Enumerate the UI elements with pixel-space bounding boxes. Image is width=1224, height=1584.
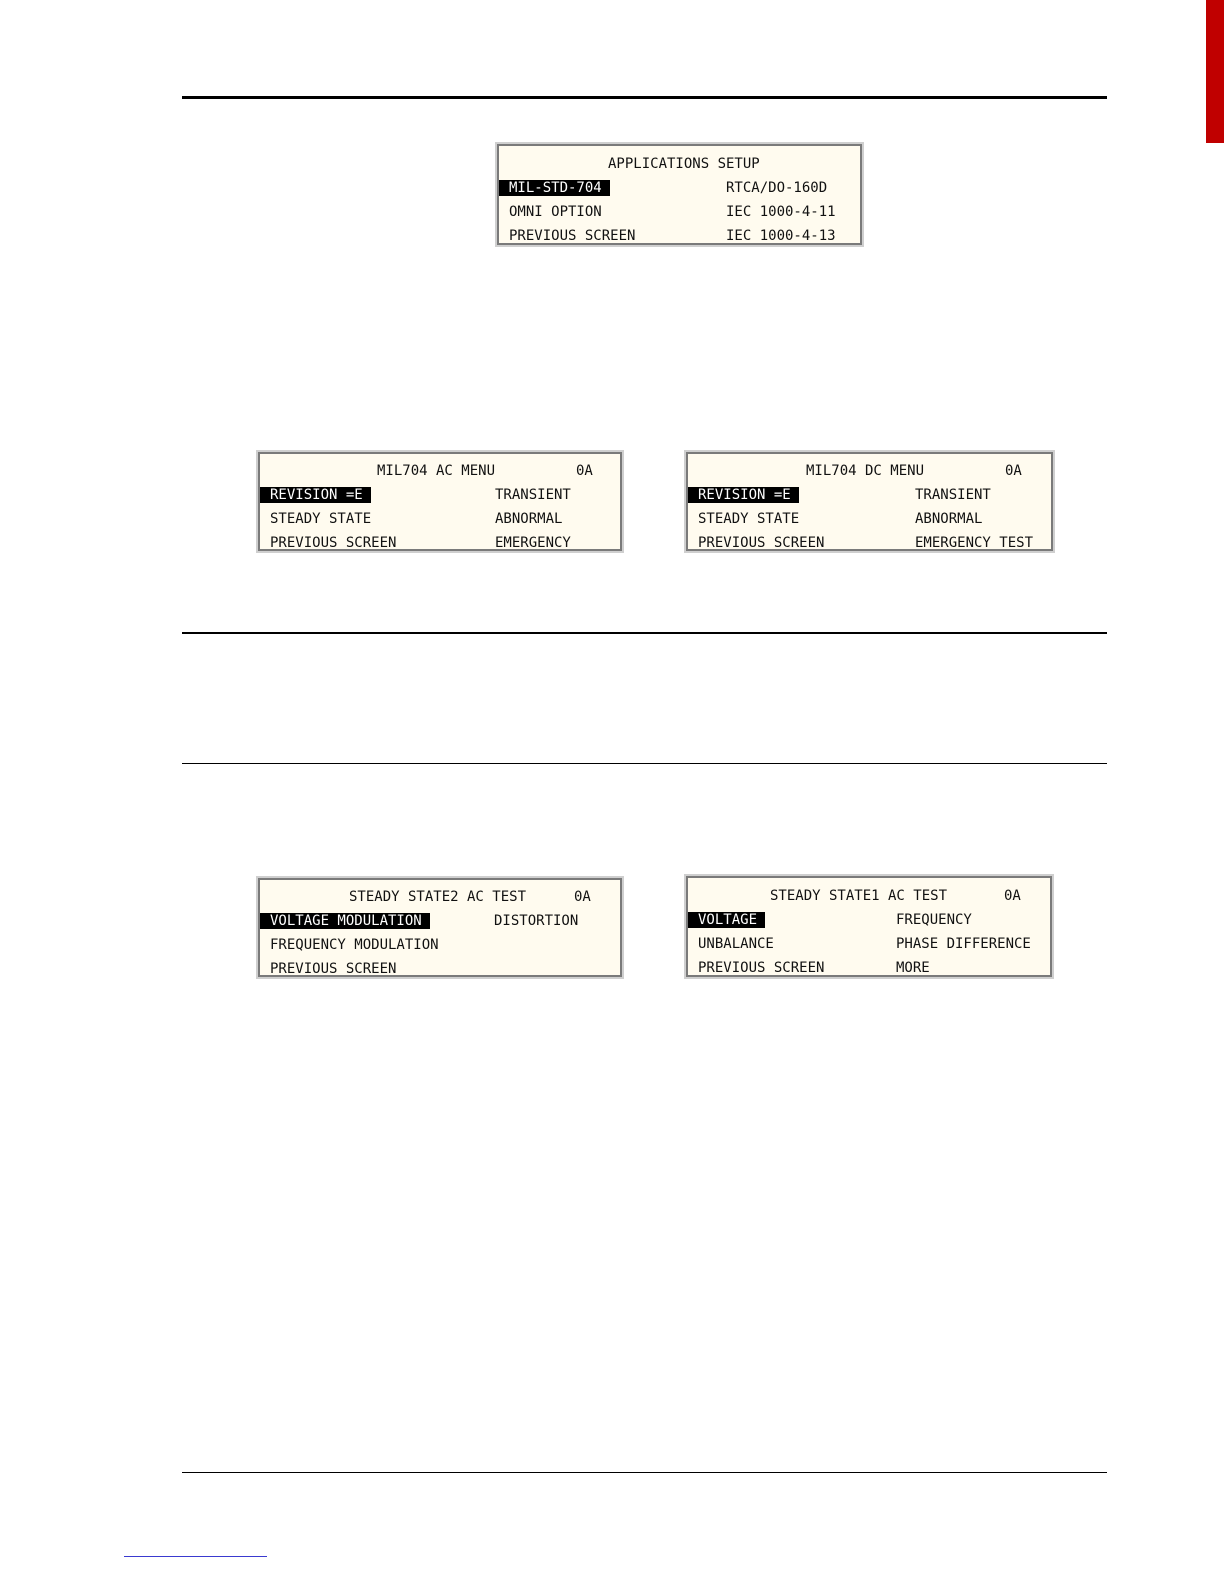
menu-item-revision[interactable]: REVISION =E: [260, 487, 371, 503]
menu-item-rtca-do-160d[interactable]: RTCA/DO-160D: [726, 180, 828, 196]
menu-item-frequency-modulation[interactable]: FREQUENCY MODULATION: [270, 937, 439, 953]
status-indicator: 0A: [1004, 888, 1021, 904]
lcd-mil704-ac-menu: [258, 452, 622, 551]
menu-item-iec-1000-4-13[interactable]: IEC 1000-4-13: [726, 228, 836, 244]
lcd-mil704-dc-menu: [686, 452, 1053, 551]
side-tab: [1206, 0, 1224, 143]
section-rule-top: [182, 632, 1107, 634]
lcd-applications-setup: [497, 144, 862, 245]
status-indicator: 0A: [574, 889, 591, 905]
status-indicator: 0A: [576, 463, 593, 479]
menu-item-steady-state[interactable]: STEADY STATE: [698, 511, 800, 527]
menu-item-transient[interactable]: TRANSIENT: [495, 487, 571, 503]
menu-item-mil-std-704[interactable]: MIL-STD-704: [499, 180, 610, 196]
screen-title: MIL704 AC MENU: [377, 463, 496, 479]
menu-item-emergency[interactable]: EMERGENCY: [495, 535, 571, 551]
menu-item-iec-1000-4-11[interactable]: IEC 1000-4-11: [726, 204, 836, 220]
menu-item-distortion[interactable]: DISTORTION: [494, 913, 579, 929]
menu-item-omni-option[interactable]: OMNI OPTION: [509, 204, 602, 220]
menu-item-frequency[interactable]: FREQUENCY: [896, 912, 972, 928]
menu-item-abnormal[interactable]: ABNORMAL: [915, 511, 983, 527]
footer-link-underline: [124, 1556, 267, 1557]
menu-item-more[interactable]: MORE: [896, 960, 930, 976]
header-rule: [182, 96, 1107, 99]
menu-item-voltage[interactable]: VOLTAGE: [688, 912, 765, 928]
menu-item-unbalance[interactable]: UNBALANCE: [698, 936, 774, 952]
menu-item-previous-screen[interactable]: PREVIOUS SCREEN: [270, 535, 397, 551]
menu-item-emergency-test[interactable]: EMERGENCY TEST: [915, 535, 1034, 551]
menu-item-voltage-modulation[interactable]: VOLTAGE MODULATION: [260, 913, 430, 929]
footer-rule: [182, 1472, 1107, 1473]
menu-item-steady-state[interactable]: STEADY STATE: [270, 511, 372, 527]
menu-item-previous-screen[interactable]: PREVIOUS SCREEN: [698, 535, 825, 551]
menu-item-transient[interactable]: TRANSIENT: [915, 487, 991, 503]
lcd-steady-state1-ac-test: [686, 876, 1052, 977]
menu-item-previous-screen[interactable]: PREVIOUS SCREEN: [270, 961, 397, 977]
screen-title: STEADY STATE1 AC TEST: [770, 888, 948, 904]
menu-item-abnormal[interactable]: ABNORMAL: [495, 511, 563, 527]
section-rule-bottom: [182, 763, 1107, 764]
screen-title: MIL704 DC MENU: [806, 463, 925, 479]
status-indicator: 0A: [1005, 463, 1022, 479]
menu-item-previous-screen[interactable]: PREVIOUS SCREEN: [698, 960, 825, 976]
menu-item-previous-screen[interactable]: PREVIOUS SCREEN: [509, 228, 636, 244]
screen-title: STEADY STATE2 AC TEST: [349, 889, 527, 905]
lcd-steady-state2-ac-test: [258, 878, 622, 977]
menu-item-revision[interactable]: REVISION =E: [688, 487, 799, 503]
screen-title: APPLICATIONS SETUP: [608, 156, 760, 172]
menu-item-phase-difference[interactable]: PHASE DIFFERENCE: [896, 936, 1031, 952]
